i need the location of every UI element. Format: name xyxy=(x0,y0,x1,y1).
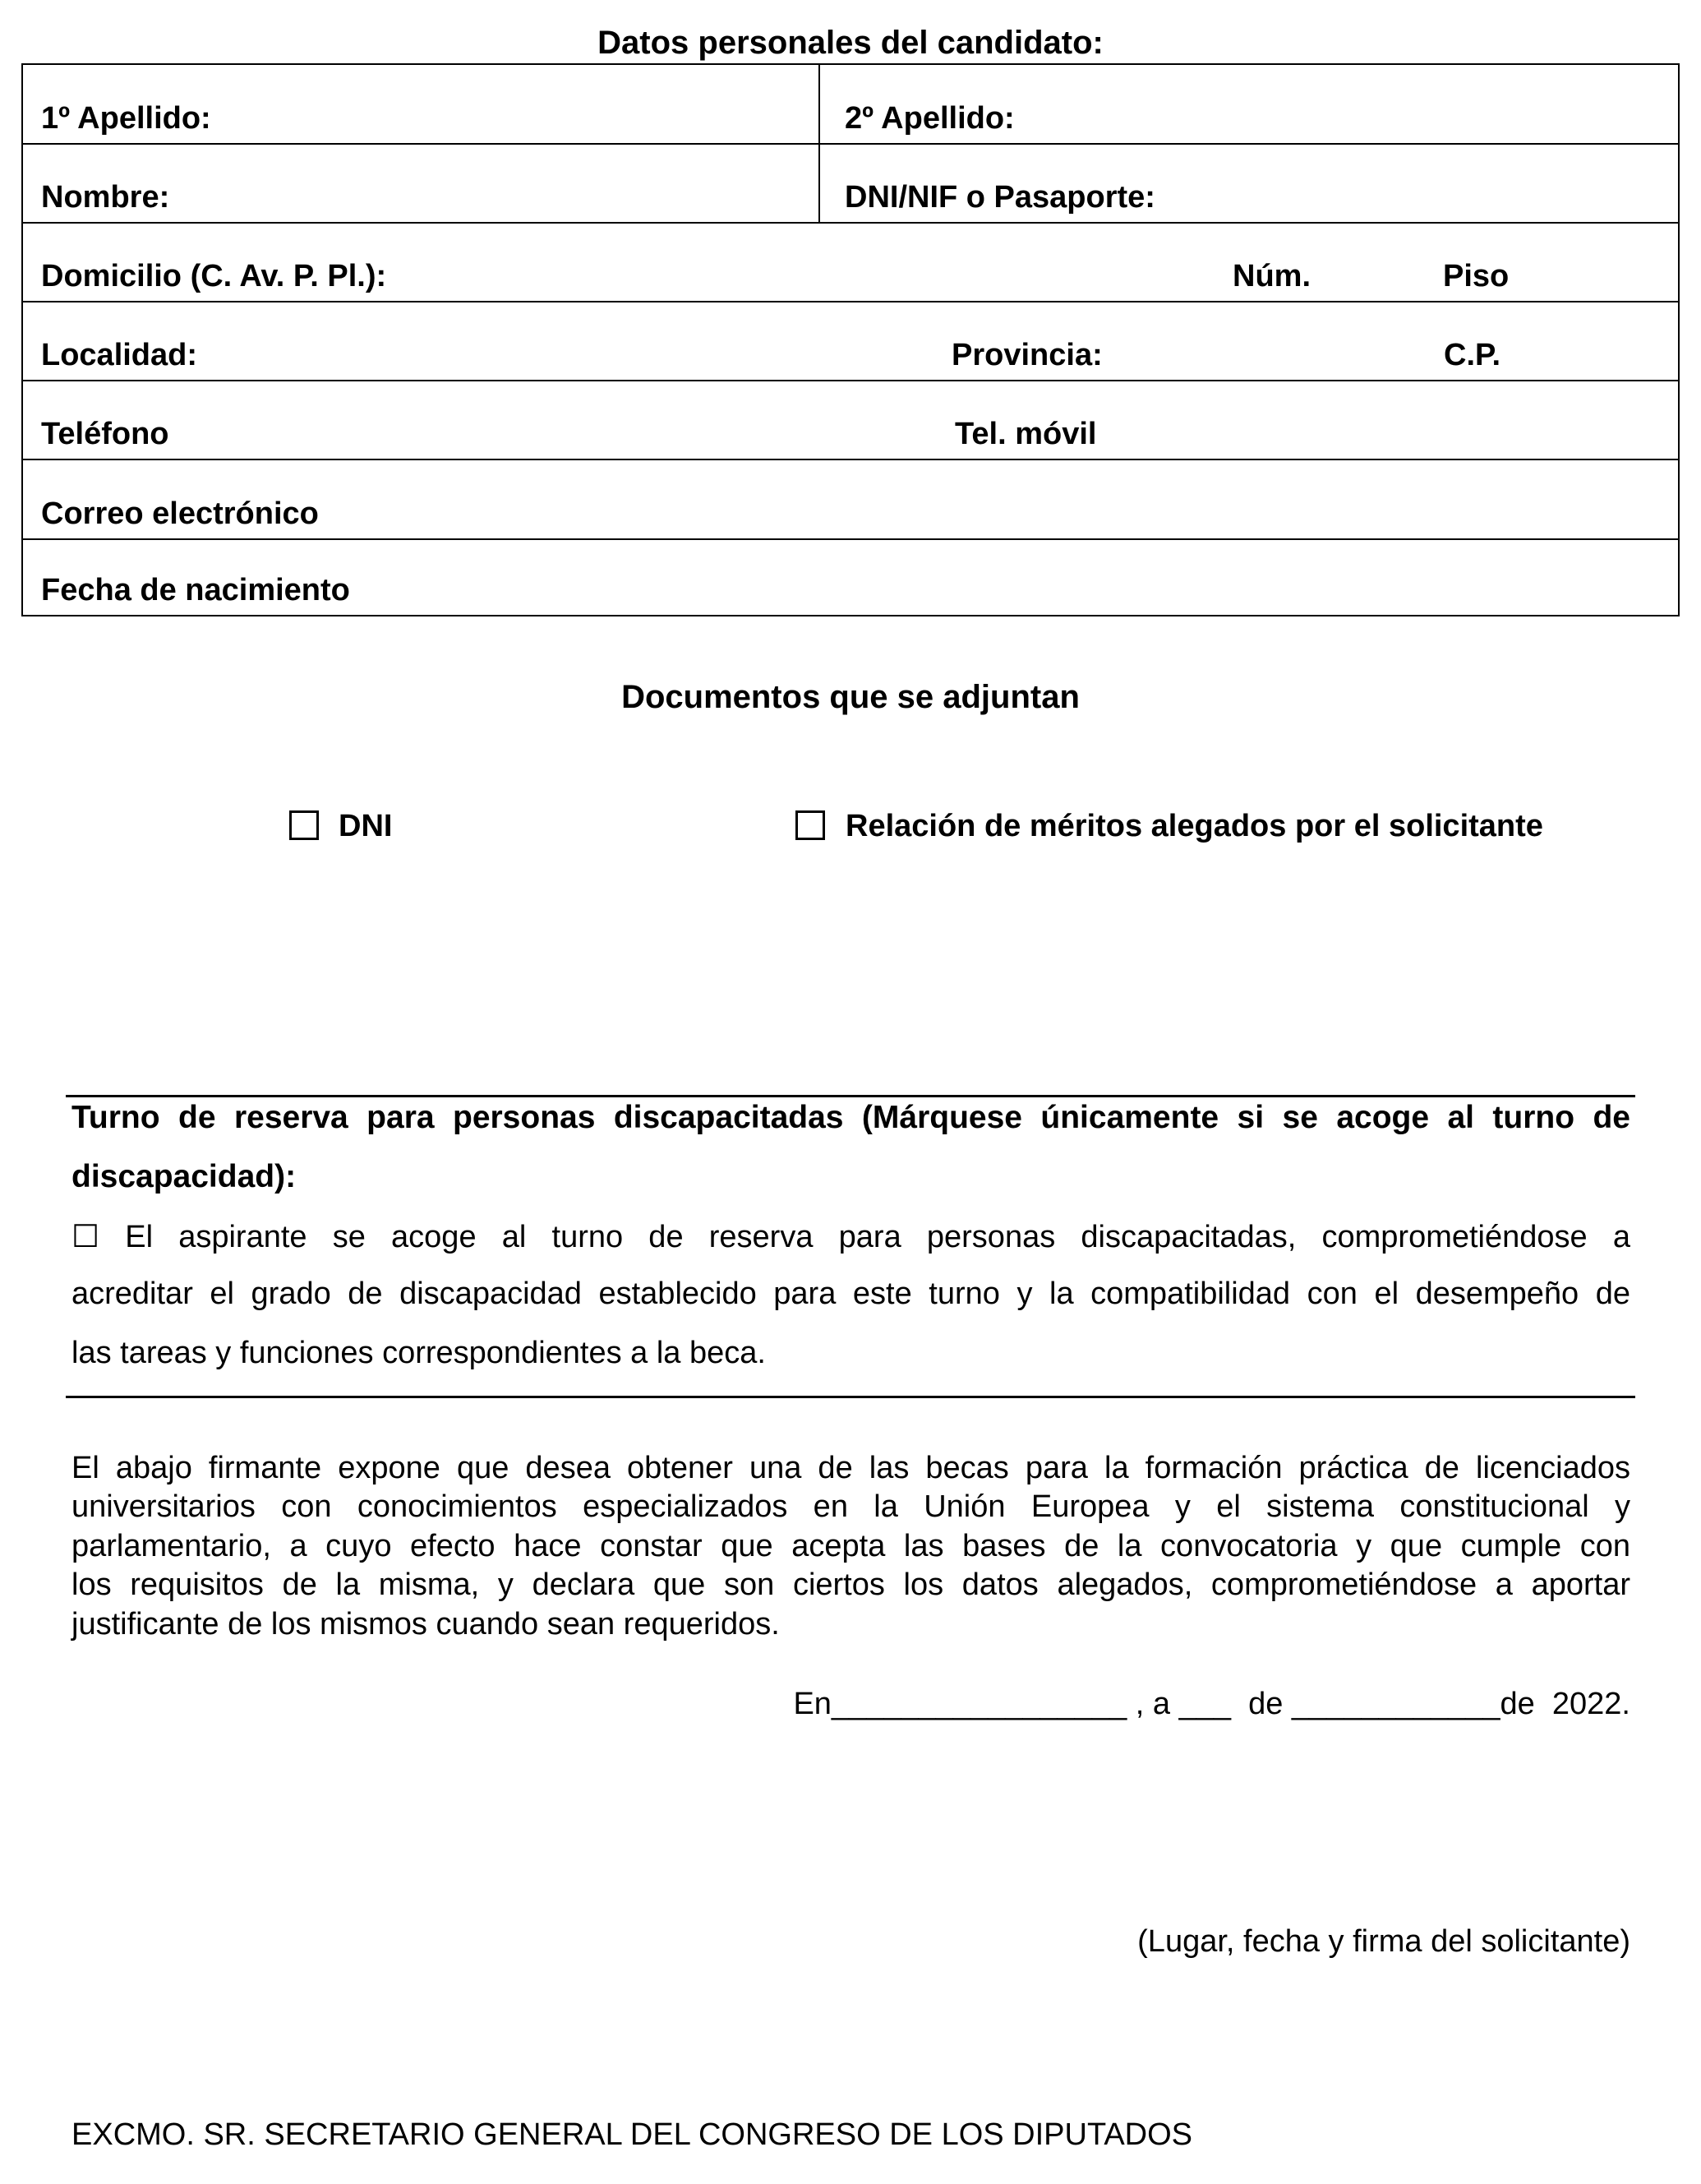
date-place-line[interactable]: En_________________ , a ___ de ____________de 2022. xyxy=(793,1687,1630,1721)
row-phones xyxy=(23,381,1678,460)
email-field[interactable]: Correo electrónico xyxy=(41,496,319,531)
birth-date-field[interactable]: Fecha de nacimiento xyxy=(41,573,350,607)
row-name-id xyxy=(23,145,1678,224)
reserve-heading: Turno de reserva para personas discapacitadas (Márquese únicamente si se acoge al turno de xyxy=(71,1100,1630,1135)
row-birth-date xyxy=(23,540,1678,615)
column-divider xyxy=(818,145,820,222)
floor-field[interactable]: Piso xyxy=(1443,259,1510,293)
merits-checkbox[interactable] xyxy=(795,810,825,840)
reserve-checkbox-line[interactable]: ☐ El aspirante se acoge al turno de reserva para personas discapacitadas, comprometiéndose a xyxy=(71,1220,1630,1254)
province-field[interactable]: Provincia: xyxy=(952,338,1103,372)
personal-data-title: Datos personales del candidato: xyxy=(597,25,1104,61)
column-divider xyxy=(818,65,820,143)
statement-line: El abajo firmante expone que desea obtener una de las becas para la formación práctica de licenciados xyxy=(71,1451,1630,1485)
attached-documents-title: Documentos que se adjuntan xyxy=(621,679,1080,715)
statement-line: los requisitos de la misma, y declara que son ciertos los datos alegados, comprometiéndose a aportar xyxy=(71,1568,1630,1602)
id-document-field[interactable]: DNI/NIF o Pasaporte: xyxy=(845,180,1155,215)
divider-line xyxy=(66,1396,1635,1398)
row-email xyxy=(23,460,1678,540)
row-address xyxy=(23,224,1678,302)
row-surnames xyxy=(23,65,1678,145)
row-locality xyxy=(23,302,1678,381)
statement-line: universitarios con conocimientos especializados en la Unión Europea y el sistema constitucional y xyxy=(71,1489,1630,1524)
statement-line: justificante de los mismos cuando sean requeridos. xyxy=(71,1607,780,1641)
postal-code-field[interactable]: C.P. xyxy=(1444,338,1501,372)
name-field[interactable]: Nombre: xyxy=(41,180,170,215)
mobile-phone-field[interactable]: Tel. móvil xyxy=(955,417,1097,451)
reserve-heading-continuation: discapacidad): xyxy=(71,1159,297,1194)
address-field[interactable]: Domicilio (C. Av. P. Pl.): xyxy=(41,259,387,293)
street-number-field[interactable]: Núm. xyxy=(1233,259,1311,293)
signature-caption: (Lugar, fecha y firma del solicitante) xyxy=(1137,1924,1630,1959)
first-surname-field[interactable]: 1º Apellido: xyxy=(41,101,211,136)
personal-data-table xyxy=(21,63,1680,616)
dni-checkbox[interactable] xyxy=(289,810,319,840)
statement-line: parlamentario, a cuyo efecto hace constar que acepta las bases de la convocatoria y que cumple con xyxy=(71,1529,1630,1563)
reserve-text-line: acreditar el grado de discapacidad establecido para este turno y la compatibilidad con el desempeño de xyxy=(71,1277,1630,1311)
reserve-text-line: las tareas y funciones correspondientes a la beca. xyxy=(71,1336,766,1370)
addressee: EXCMO. SR. SECRETARIO GENERAL DEL CONGRESO DE LOS DIPUTADOS xyxy=(71,2117,1193,2152)
merits-checkbox-label: Relación de méritos alegados por el solicitante xyxy=(846,809,1543,843)
dni-checkbox-label: DNI xyxy=(339,809,393,843)
second-surname-field[interactable]: 2º Apellido: xyxy=(845,101,1015,136)
divider-line xyxy=(66,1095,1635,1097)
phone-field[interactable]: Teléfono xyxy=(41,417,169,451)
locality-field[interactable]: Localidad: xyxy=(41,338,198,372)
